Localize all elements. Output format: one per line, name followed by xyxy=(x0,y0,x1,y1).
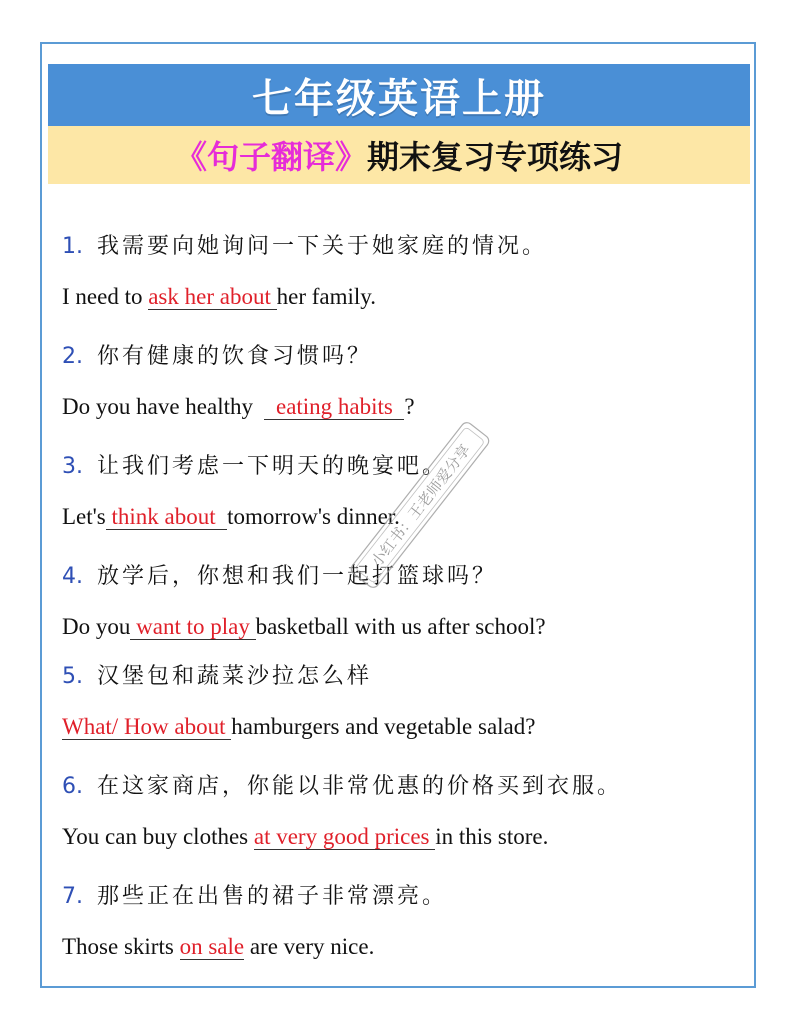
english-after: basketball with us after school? xyxy=(255,614,546,639)
answer-blank: think about xyxy=(105,504,228,529)
chinese-text: 让我们考虑一下明天的晚宴吧。 xyxy=(97,454,448,479)
chinese-text: 那些正在出售的裙子非常漂亮。 xyxy=(97,884,448,909)
chinese-sentence xyxy=(62,452,742,482)
answer-blank: What/ How about xyxy=(62,714,232,739)
item-number: 5. xyxy=(62,664,83,689)
chinese-sentence xyxy=(62,342,742,372)
subtitle-highlight: 句子翻译 xyxy=(206,138,335,176)
chinese-text: 在这家商店，你能以非常优惠的价格买到衣服。 xyxy=(97,774,623,799)
item-number: 3. xyxy=(62,454,83,479)
item-number: 2. xyxy=(62,344,83,369)
exercise-item xyxy=(62,772,742,852)
english-before: You can buy clothes xyxy=(62,824,254,849)
item-number: 4. xyxy=(62,564,83,589)
chinese-sentence xyxy=(62,562,742,592)
exercise-item xyxy=(62,452,742,532)
english-before: Let's xyxy=(62,504,106,529)
subtitle-rest: 期末复习专项练习 xyxy=(367,138,624,176)
exercise-item xyxy=(62,662,742,742)
english-sentence xyxy=(62,712,742,742)
exercise-item xyxy=(62,342,742,422)
exercise-item xyxy=(62,562,742,642)
english-after: in this store. xyxy=(435,824,549,849)
item-number: 7. xyxy=(62,884,83,909)
english-after: ? xyxy=(404,394,415,419)
english-before: Do you xyxy=(62,614,131,639)
answer-blank: eating habits xyxy=(264,394,405,419)
answer-blank: on sale xyxy=(179,934,245,959)
english-sentence xyxy=(62,392,742,422)
page-title: 七年级英语上册 xyxy=(48,64,750,126)
english-after: her family. xyxy=(276,284,377,309)
answer-blank: want to play xyxy=(130,614,256,639)
chinese-sentence xyxy=(62,662,742,692)
english-sentence xyxy=(62,502,742,532)
chinese-text: 你有健康的饮食习惯吗？ xyxy=(97,344,373,369)
chinese-sentence xyxy=(62,232,742,262)
english-after: hamburgers and vegetable salad? xyxy=(231,714,536,739)
answer-blank: ask her about xyxy=(148,284,277,309)
chinese-text: 汉堡包和蔬菜沙拉怎么样 xyxy=(97,664,373,689)
english-before: I need to xyxy=(62,284,149,309)
exercise-item xyxy=(62,232,742,312)
english-sentence xyxy=(62,612,742,642)
english-after: tomorrow's dinner. xyxy=(227,504,400,529)
english-before: Those skirts xyxy=(62,934,180,959)
page-subtitle xyxy=(48,126,750,184)
english-sentence xyxy=(62,282,742,312)
chinese-text: 我需要向她询问一下关于她家庭的情况。 xyxy=(97,234,548,259)
answer-blank: at very good prices xyxy=(253,824,436,849)
chinese-text: 放学后，你想和我们一起打篮球吗？ xyxy=(97,564,498,589)
item-number: 1. xyxy=(62,234,83,259)
subtitle-open-bracket: 《 xyxy=(174,138,207,176)
chinese-sentence xyxy=(62,882,742,912)
exercise-item xyxy=(62,882,742,962)
item-number: 6. xyxy=(62,774,83,799)
english-sentence xyxy=(62,822,742,852)
chinese-sentence xyxy=(62,772,742,802)
watermark-text: 小红书：王老师爱分享 xyxy=(367,440,475,571)
english-before: Do you have healthy xyxy=(62,394,265,419)
subtitle-close-bracket: 》 xyxy=(335,138,368,176)
english-after: are very nice. xyxy=(244,934,375,959)
english-sentence xyxy=(62,932,742,962)
